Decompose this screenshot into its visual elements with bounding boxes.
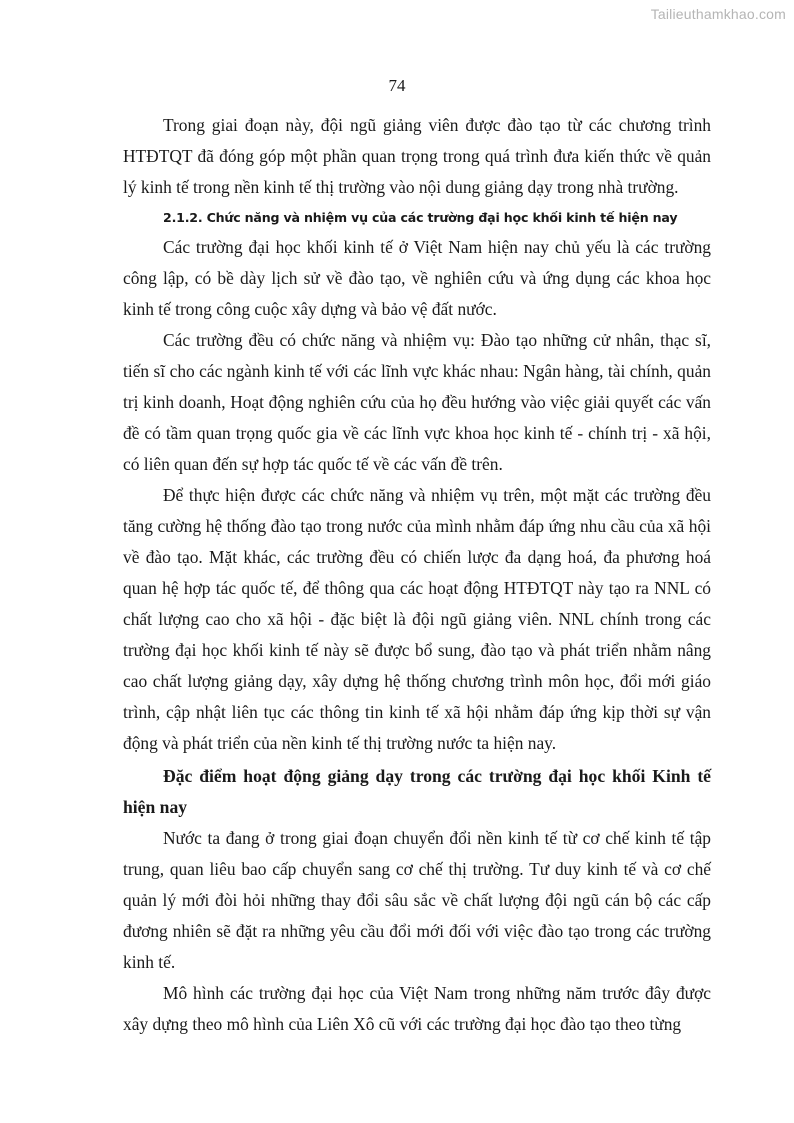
subsection-heading: Đặc điểm hoạt động giảng dạy trong các trường đại học khối Kinh tế hiện nay <box>123 766 711 817</box>
page-number: 74 <box>388 76 406 95</box>
paragraph: Để thực hiện được các chức năng và nhiệm vụ trên, một mặt các trường đều tăng cường hệ thống đào tạo trong nước của mình nhằm đáp ứng nhu cầu của xã hội về đào tạo. Mặt khác, các trường đều có chiến lược đa dạng hoá, đa phương hoá quan hệ hợp tác quốc tế, để thông qua các hoạt động HTĐTQT này tạo ra NNL có chất lượng cao cho xã hội - đặc biệt là đội ngũ giảng viên. NNL chính trong các trường đại học khối kinh tế này sẽ được bổ sung, đào tạo và phát triển nhằm nâng cao chất lượng giảng dạy, xây dựng hệ thống chương trình môn học, đổi mới giáo trình, cập nhật liên tục các thông tin kinh tế xã hội nhằm đáp ứng kịp thời sự vận động và phát triển của nền kinh tế thị trường nước ta hiện nay. <box>123 485 711 753</box>
page-body <box>123 110 711 1040</box>
section-heading: 2.1.2. Chức năng và nhiệm vụ của các trường đại học khối kinh tế hiện nay <box>163 210 678 225</box>
paragraph: Nước ta đang ở trong giai đoạn chuyển đổi nền kinh tế từ cơ chế kinh tế tập trung, quan liêu bao cấp chuyển sang cơ chế thị trường. Tư duy kinh tế và cơ chế quản lý mới đòi hỏi những thay đổi sâu sắc về chất lượng đội ngũ cán bộ các cấp đương nhiên sẽ đặt ra những yêu cầu đổi mới đối với việc đào tạo trong các trường kinh tế. <box>123 828 711 972</box>
watermark: Tailieuthamkhao.com <box>650 6 786 22</box>
paragraph: Trong giai đoạn này, đội ngũ giảng viên được đào tạo từ các chương trình HTĐTQT đã đóng góp một phần quan trọng trong quá trình đưa kiến thức về quản lý kinh tế trong nền kinh tế thị trường vào nội dung giảng dạy trong nhà trường. <box>123 115 711 197</box>
paragraph: Các trường đều có chức năng và nhiệm vụ: Đào tạo những cử nhân, thạc sĩ, tiến sĩ cho các ngành kinh tế với các lĩnh vực khác nhau: Ngân hàng, tài chính, quản trị kinh doanh, Hoạt động nghiên cứu của họ đều hướng vào việc giải quyết các vấn đề có tầm quan trọng quốc gia về các lĩnh vực khoa học kinh tế - chính trị - xã hội, có liên quan đến sự hợp tác quốc tế về các vấn đề trên. <box>123 330 711 474</box>
paragraph: Mô hình các trường đại học của Việt Nam trong những năm trước đây được xây dựng theo mô hình của Liên Xô cũ với các trường đại học đào tạo theo từng <box>123 983 711 1034</box>
paragraph: Các trường đại học khối kinh tế ở Việt Nam hiện nay chủ yếu là các trường công lập, có bề dày lịch sử về đào tạo, về nghiên cứu và ứng dụng các khoa học kinh tế trong công cuộc xây dựng và bảo vệ đất nước. <box>123 237 711 319</box>
